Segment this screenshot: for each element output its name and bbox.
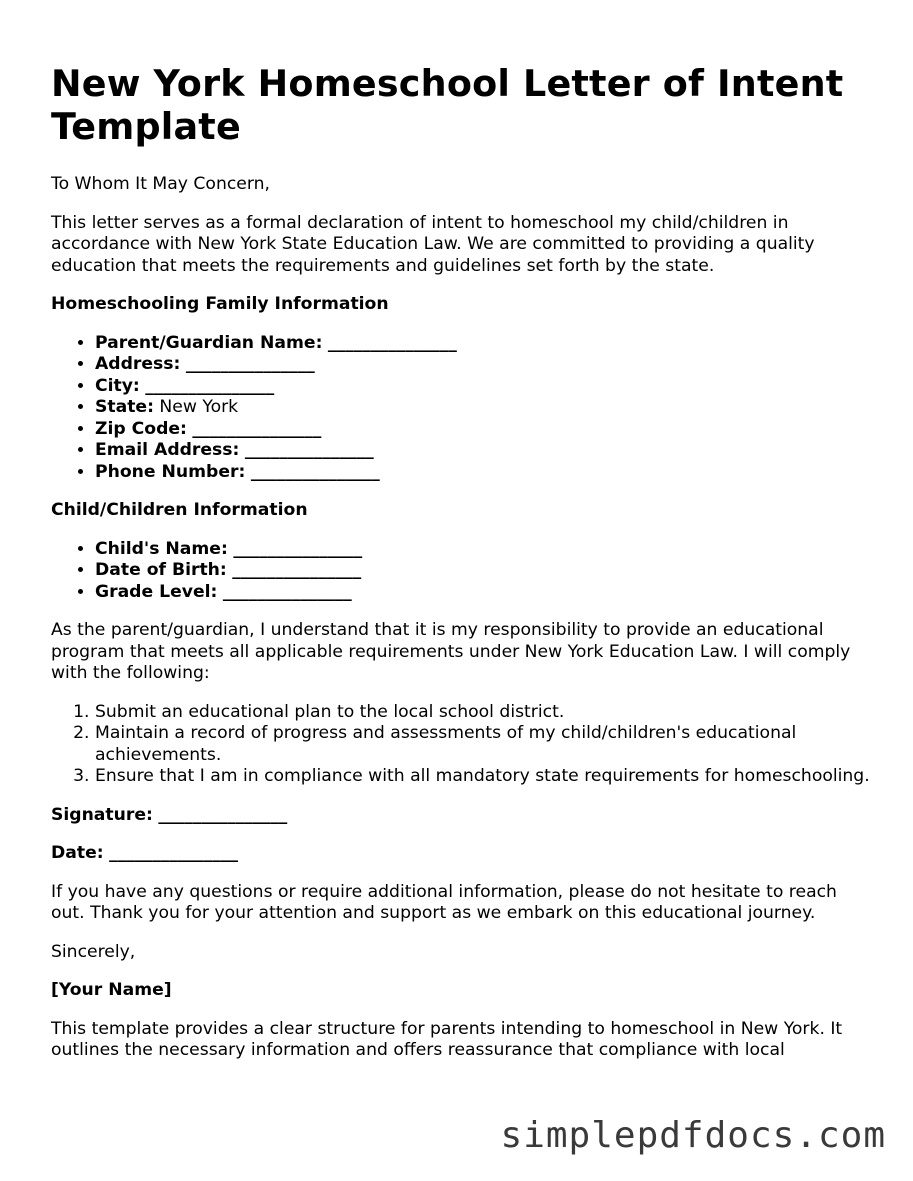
obligations-list [51, 702, 871, 788]
list-item [95, 462, 871, 484]
list-item: 1. Submit an educational plan to the local school district. [95, 702, 871, 724]
list-item [95, 419, 871, 441]
field-blank: _______________ [222, 581, 352, 602]
list-item [95, 376, 871, 398]
family-section-heading: Homeschooling Family Information [51, 294, 389, 314]
field-label: Zip Code: [95, 418, 187, 439]
salutation: To Whom It May Concern, [51, 174, 270, 194]
child-info-list [51, 539, 871, 604]
field-label: City: [95, 375, 140, 396]
field-label: Phone Number: [95, 461, 246, 482]
field-label: Parent/Guardian Name: [95, 332, 323, 353]
list-item: 2. Maintain a record of progress and assessments of my child/children's educational achievements. [95, 723, 871, 766]
signature-blank: _______________ [158, 804, 288, 825]
intro-paragraph: This letter serves as a formal declaration of intent to homeschool my child/children in accordance with New York State Education Law. We are committed to providing a quality education that meets the requirements and guidelines set forth by the state. [51, 212, 815, 276]
family-info-list [51, 333, 871, 484]
signature-line [51, 805, 871, 827]
page-title: New York Homeschool Letter of Intent Template [51, 62, 844, 148]
date-blank: _______________ [109, 843, 238, 863]
watermark-text: simplepdfdocs.com [500, 1115, 886, 1156]
list-item [95, 397, 871, 419]
field-label: Email Address: [95, 440, 240, 460]
list-item: 3. Ensure that I am in compliance with all mandatory state requirements for homeschooling. [95, 766, 871, 788]
field-blank: _______________ [250, 461, 380, 482]
letter-document [51, 62, 871, 1079]
list-item [95, 440, 871, 462]
field-label: State: [95, 397, 154, 417]
list-item [95, 333, 871, 355]
field-blank: _______________ [145, 375, 275, 396]
field-blank: _______________ [185, 354, 315, 374]
footer-note: This template provides a clear structure for parents intending to homeschool in New York. It outlines the necessary information and offers reassurance that compliance with local [51, 1018, 843, 1060]
field-label: Child's Name: [95, 538, 228, 559]
responsibility-paragraph: As the parent/guardian, I understand that it is my responsibility to provide an educational program that meets all applicable requirements under New York Education Law. I will comply with the following: [51, 620, 851, 683]
field-blank: _______________ [233, 538, 363, 559]
field-value: New York [159, 397, 239, 417]
field-blank: _______________ [232, 560, 362, 580]
field-blank: _______________ [192, 418, 322, 439]
field-label: Address: [95, 354, 181, 374]
sign-off: Sincerely, [51, 941, 136, 962]
closing-paragraph: If you have any questions or require additional information, please do not hesitate to reach out. Thank you for your attention and support as we embark on this educational journey. [51, 881, 837, 923]
list-item [95, 539, 871, 561]
signature-label: Signature: [51, 804, 153, 825]
child-section-heading: Child/Children Information [51, 500, 308, 520]
list-item [95, 354, 871, 376]
field-label: Grade Level: [95, 581, 218, 602]
date-line [51, 843, 871, 865]
your-name-placeholder: [Your Name] [51, 980, 172, 1000]
field-label: Date of Birth: [95, 560, 227, 580]
list-item [95, 560, 871, 582]
field-blank: _______________ [244, 440, 374, 460]
date-label: Date: [51, 843, 104, 863]
field-blank: _______________ [327, 332, 457, 353]
list-item [95, 582, 871, 604]
